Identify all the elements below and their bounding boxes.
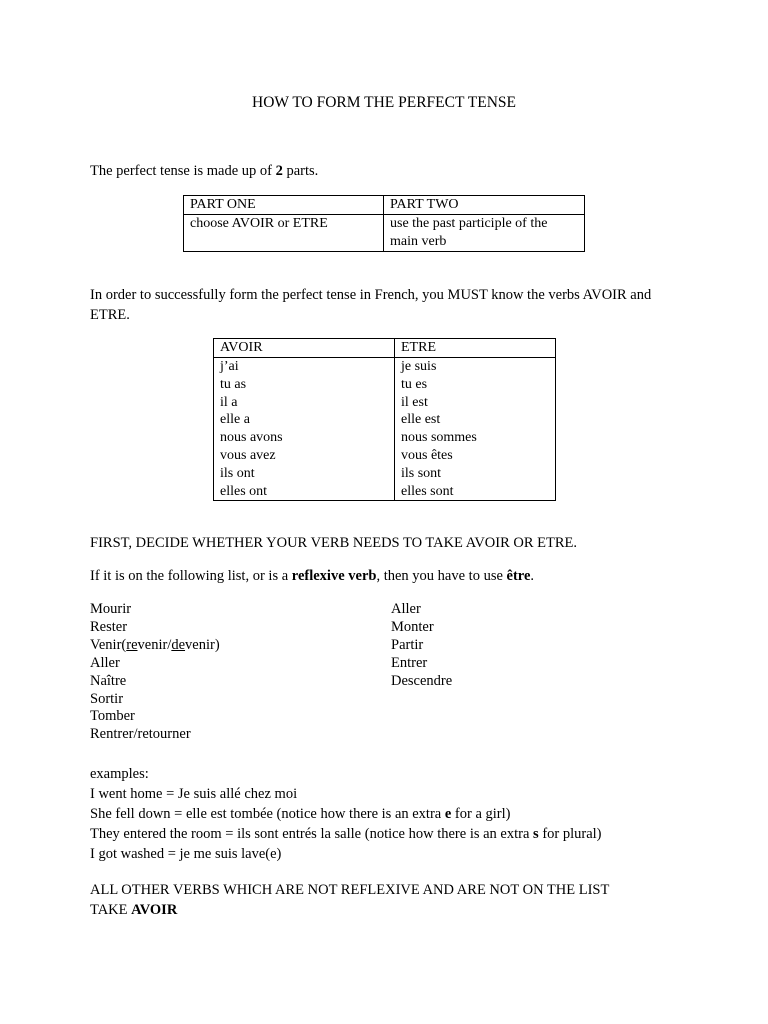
list-item: Mourir [90, 601, 132, 617]
avoir-form: ils ont [220, 465, 255, 481]
must-know-line1: In order to successfully form the perfect tense in French, you MUST know the verbs AVOIR and [90, 287, 652, 303]
parts-cell-one: choose AVOIR or ETRE [184, 215, 384, 252]
must-know-text [90, 285, 651, 325]
etre-form: nous sommes [401, 430, 477, 446]
avoir-form: vous avez [220, 447, 276, 463]
conclusion-line2: TAKE AVOIR [90, 902, 178, 918]
list-item: Tomber [90, 708, 135, 725]
etre-conjugation [395, 358, 556, 501]
avoir-form: j’ai [220, 359, 239, 374]
conclusion-text [90, 880, 609, 920]
example-line: They entered the room = ils sont entrés la salle (notice how there is an extra s for plural) [90, 826, 602, 842]
etre-verb-list-right [391, 601, 452, 691]
list-item: Entrer [391, 654, 428, 671]
avoir-form: elle a [220, 412, 250, 428]
avoir-form: tu as [220, 376, 247, 392]
list-item: Partir [391, 636, 424, 653]
parts-header-one: PART ONE [184, 196, 384, 215]
rule-text: If it is on the following list, or is a reflexive verb, then you have to use être. [90, 568, 535, 584]
avoir-header: AVOIR [214, 339, 395, 358]
etre-form: elle est [401, 412, 441, 428]
etre-form: ils sont [401, 465, 442, 481]
first-decide-heading: FIRST, DECIDE WHETHER YOUR VERB NEEDS TO TAKE AVOIR OR ETRE. [90, 535, 578, 551]
example-line: I got washed = je me suis lave(e) [90, 846, 282, 862]
list-item: Aller [90, 654, 120, 671]
etre-form: je suis [401, 359, 437, 374]
list-item: Aller [391, 601, 421, 617]
page-title: HOW TO FORM THE PERFECT TENSE [252, 94, 516, 111]
verbs-table [213, 338, 556, 501]
example-line: I went home = Je suis allé chez moi [90, 786, 298, 802]
avoir-form: il a [220, 394, 238, 410]
parts-header-two: PART TWO [384, 196, 585, 215]
conclusion-line1: ALL OTHER VERBS WHICH ARE NOT REFLEXIVE AND ARE NOT ON THE LIST [90, 882, 610, 898]
etre-form: vous êtes [401, 447, 453, 463]
list-item: Rentrer/retourner [90, 726, 191, 743]
list-item: Descendre [391, 672, 453, 689]
avoir-form: elles ont [220, 483, 268, 499]
list-item: Venir(revenir/devenir) [90, 636, 220, 653]
example-line: She fell down = elle est tombée (notice how there is an extra e for a girl) [90, 806, 511, 822]
avoir-form: nous avons [220, 430, 283, 446]
must-know-line2: ETRE. [90, 307, 130, 323]
etre-form: elles sont [401, 483, 454, 499]
examples-section [90, 764, 602, 864]
avoir-conjugation [214, 358, 395, 501]
etre-header: ETRE [395, 339, 556, 358]
etre-form: il est [401, 394, 428, 410]
list-item: Monter [391, 618, 434, 635]
parts-cell-two: use the past participle of the main verb [384, 215, 585, 252]
examples-label: examples: [90, 766, 149, 782]
parts-table [183, 195, 585, 252]
intro-text: The perfect tense is made up of 2 parts. [90, 163, 319, 179]
etre-form: tu es [401, 376, 428, 392]
etre-verb-list-left [90, 601, 220, 744]
list-item: Rester [90, 618, 128, 635]
list-item: Sortir [90, 690, 124, 707]
list-item: Naître [90, 672, 127, 689]
